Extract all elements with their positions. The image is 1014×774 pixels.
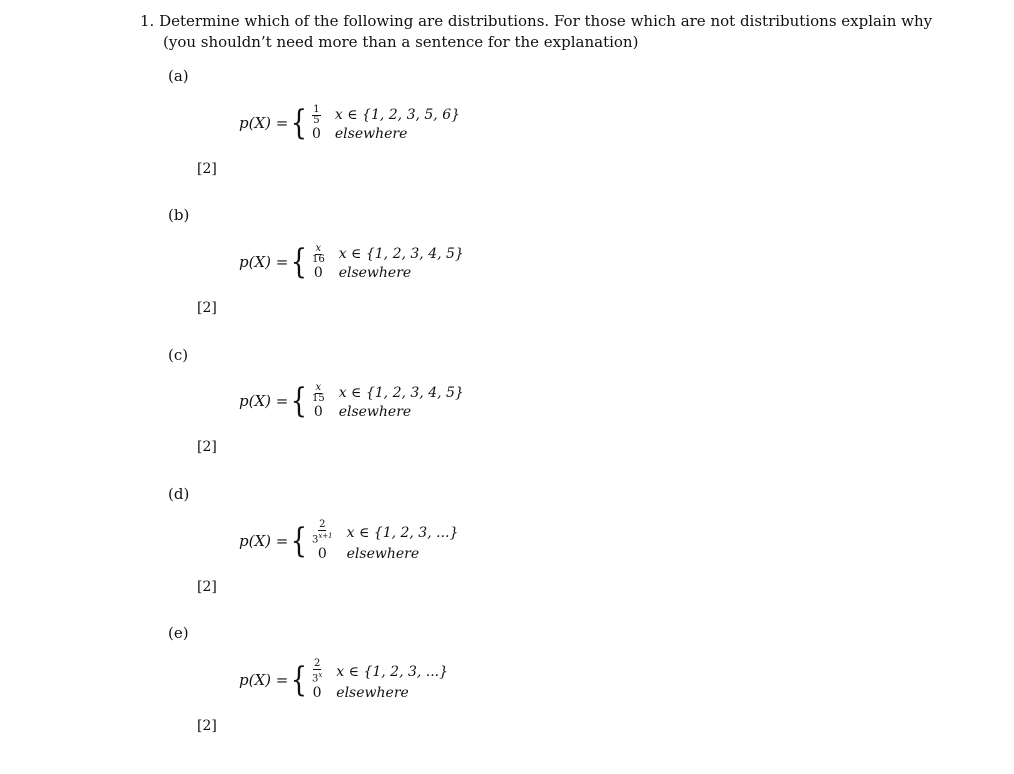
marks-b: [2] bbox=[197, 300, 217, 316]
equation-e bbox=[239, 660, 448, 700]
equation-d bbox=[239, 521, 458, 561]
fraction-denominator: 16 bbox=[311, 253, 325, 265]
denominator-base: 3 bbox=[311, 534, 319, 546]
part-label-d: (d) bbox=[168, 485, 190, 503]
left-brace-icon: { bbox=[291, 660, 308, 700]
equation-lhs: p(X) = bbox=[239, 392, 289, 410]
fraction-numerator: x bbox=[315, 242, 322, 254]
part-label-b: (b) bbox=[168, 206, 190, 224]
case2-value: 0 bbox=[313, 264, 323, 281]
piecewise-cases bbox=[312, 105, 460, 142]
fraction-denominator: 15 bbox=[311, 392, 325, 404]
case2-value: 0 bbox=[313, 403, 323, 420]
fraction-denominator bbox=[312, 670, 322, 684]
case1-fraction bbox=[312, 105, 321, 126]
case2-value: 0 bbox=[312, 684, 322, 701]
marks-a: [2] bbox=[197, 161, 217, 177]
case1-fraction bbox=[312, 520, 333, 545]
equation-c bbox=[239, 381, 464, 421]
case1-condition: x ∈ {1, 2, 3, 4, 5} bbox=[338, 385, 464, 401]
fraction-numerator: x bbox=[315, 381, 322, 393]
part-label-e: (e) bbox=[168, 624, 189, 642]
case1-condition: x ∈ {1, 2, 3, ...} bbox=[346, 525, 459, 541]
fraction-denominator bbox=[312, 531, 333, 545]
case2-condition: elsewhere bbox=[338, 403, 412, 420]
equation-a bbox=[239, 103, 460, 143]
denominator-exponent: x bbox=[318, 671, 323, 680]
marks-c: [2] bbox=[197, 439, 217, 455]
case2-condition: elsewhere bbox=[334, 125, 408, 142]
marks-e: [2] bbox=[197, 718, 217, 734]
denominator-exponent: x+1 bbox=[318, 532, 333, 541]
case1-condition: x ∈ {1, 2, 3, ...} bbox=[336, 664, 449, 680]
case1-fraction bbox=[312, 244, 325, 265]
equation-lhs: p(X) = bbox=[239, 532, 289, 550]
fraction-numerator: 1 bbox=[313, 103, 320, 115]
question-text-line1: Determine which of the following are distributions. For those which are not distributions explain why bbox=[159, 12, 933, 30]
piecewise-cases bbox=[312, 383, 464, 420]
case2-condition: elsewhere bbox=[346, 545, 420, 562]
case2-condition: elsewhere bbox=[336, 684, 409, 701]
piecewise-cases bbox=[312, 244, 464, 281]
marks-d: [2] bbox=[197, 579, 217, 595]
denominator-base: 3 bbox=[311, 673, 319, 685]
left-brace-icon: { bbox=[291, 242, 308, 282]
equation-b bbox=[239, 242, 464, 282]
left-brace-icon: { bbox=[291, 381, 308, 421]
case1-fraction bbox=[312, 383, 325, 404]
case1-condition: x ∈ {1, 2, 3, 4, 5} bbox=[338, 246, 464, 262]
question-text-line2: (you shouldn’t need more than a sentence for the explanation) bbox=[163, 33, 639, 51]
equation-lhs: p(X) = bbox=[239, 671, 289, 689]
fraction-numerator: 2 bbox=[313, 658, 321, 670]
case2-condition: elsewhere bbox=[338, 264, 412, 281]
piecewise-cases bbox=[312, 520, 458, 561]
part-label-c: (c) bbox=[168, 346, 189, 364]
fraction-numerator: 2 bbox=[319, 519, 326, 531]
equation-lhs: p(X) = bbox=[239, 253, 289, 271]
left-brace-icon: { bbox=[291, 103, 308, 143]
case1-fraction bbox=[312, 659, 322, 684]
case1-condition: x ∈ {1, 2, 3, 5, 6} bbox=[334, 107, 461, 123]
case2-value: 0 bbox=[311, 125, 321, 142]
equation-lhs: p(X) = bbox=[239, 114, 289, 132]
part-label-a: (a) bbox=[168, 67, 189, 85]
case2-value: 0 bbox=[317, 545, 327, 562]
left-brace-icon: { bbox=[291, 521, 308, 561]
question-line-1 bbox=[140, 12, 932, 30]
piecewise-cases bbox=[312, 659, 448, 700]
question-number: 1. bbox=[140, 12, 155, 30]
fraction-denominator: 5 bbox=[313, 114, 320, 126]
